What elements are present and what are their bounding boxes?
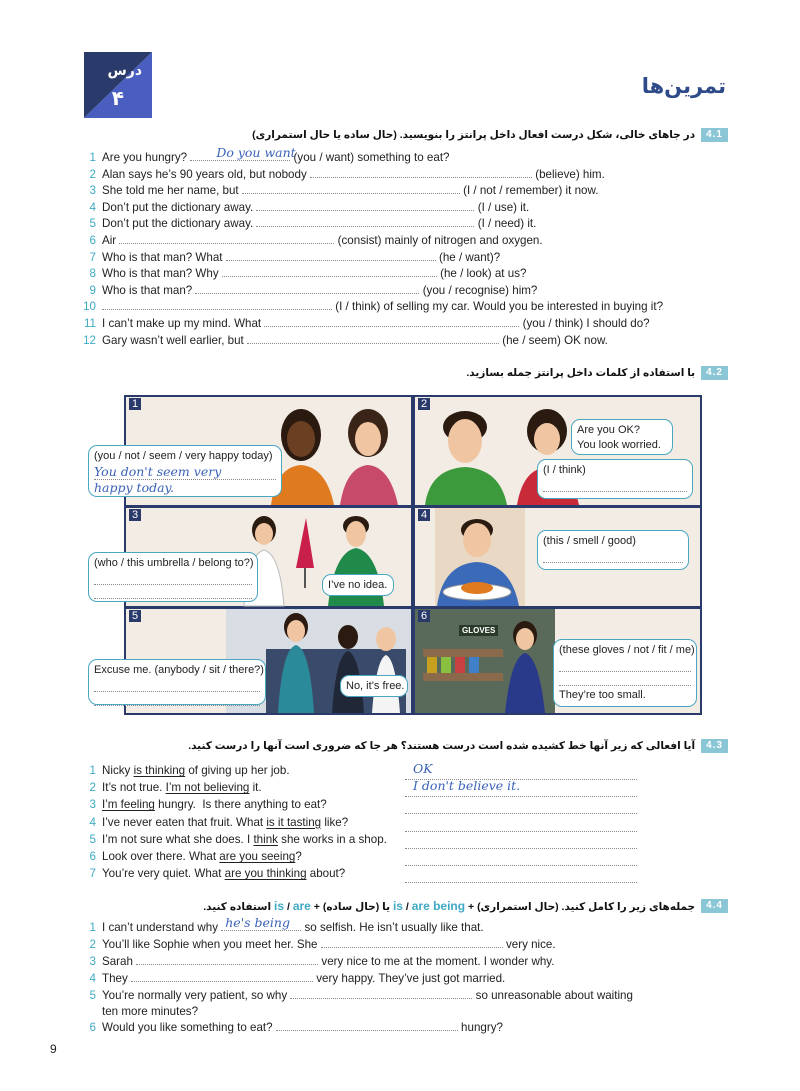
speech-bubble [537,530,689,570]
item-text: Gary wasn’t well earlier, but [102,333,244,347]
item-text: (I / use) it. [477,200,530,214]
instruction-part: یا (حال ساده) + [313,901,391,913]
answer-blank[interactable] [190,145,296,161]
speech-text: You look worried. [577,439,661,451]
page-title: تمرین‌ها [641,75,726,98]
answer-blank[interactable] [222,266,437,277]
exercise-item [80,971,505,987]
speech-bubble [322,574,394,596]
item-number: 6 [89,1021,96,1034]
item-text: very nice. [505,938,556,951]
panel-5 [94,609,411,713]
answer-blank[interactable] [221,915,301,931]
item-text: (you / want) something to eat? [293,151,450,164]
item-text: she works in a shop. [277,832,387,846]
answer-blank[interactable] [276,1020,458,1031]
item-number: 5 [89,217,96,231]
exercise-item [80,815,348,831]
section-4-3-header [188,739,728,753]
section-instruction: در جاهای خالی، شکل درست افعال داخل پرانتز را بنویسید. (حال ساده یا حال استمراری) [252,129,696,141]
answer-blank[interactable] [290,988,472,999]
item-text: so selfish. He isn’t usually like that. [304,921,484,934]
item-text: (he / want)? [438,250,501,264]
panel-3 [94,508,411,606]
item-text: (believe) him. [535,167,605,181]
item-text: so unreasonable about waiting [475,989,633,1002]
item-text: (I / think) of selling my car. Would you be interested in buying it? [335,300,664,314]
speech-text: Are you OK? [577,424,640,436]
item-text: You’ll like Sophie when you meet her. She [102,938,318,951]
panel-number: 5 [129,610,141,622]
keyword-are-being: are being [411,899,466,913]
item-text: Don’t put the dictionary away. [102,217,254,231]
underlined-verb: is it tasting [266,815,322,829]
panel-prompt: (who / this umbrella / belong to?) [94,557,254,569]
section-badge: 4.1 [701,128,728,142]
panel-number: 4 [418,509,430,521]
item-number: 2 [89,938,96,951]
answer-line[interactable] [94,678,260,692]
answer-line[interactable] [405,849,637,866]
section-badge: 4.4 [701,899,728,913]
item-number: 2 [89,781,96,795]
separator: / [405,901,409,913]
item-text: hungry? [461,1021,503,1034]
answer-line[interactable] [543,549,683,563]
answer-line[interactable] [94,571,252,585]
item-number: 11 [83,317,96,330]
handwritten-answer: You don't seem very [94,464,276,480]
speech-bubble [553,639,697,707]
item-text: You’re normally very patient, so why [102,989,288,1002]
section-badge: 4.2 [701,366,728,380]
item-text: (he / look) at us? [440,267,527,281]
panel-prompt: (these gloves / not / fit / me) [559,644,695,656]
answer-blank[interactable] [256,216,474,227]
exercise-item [80,216,536,232]
answer-line[interactable] [405,866,637,883]
answer-blank[interactable] [119,233,334,244]
exercise-item [80,780,262,796]
item-number: 1 [89,151,96,164]
exercise-item [80,250,500,266]
item-text: (you / recognise) him? [422,283,538,297]
item-text: (I / not / remember) it now. [463,184,599,198]
gloves-sign: GLOVES [459,625,498,636]
item-text: very nice to me at the moment. I wonder why. [321,955,555,968]
item-number: 7 [89,250,96,264]
item-text: Don’t put the dictionary away. [102,200,254,214]
section-instruction [203,899,695,913]
underlined-verb: I’m not believing [165,781,250,795]
speech-bubble [537,459,693,499]
item-number: 9 [89,283,96,297]
exercise-item [80,266,526,282]
answer-blank[interactable] [321,937,503,948]
exercise-item [80,145,450,166]
item-text: Would you like something to eat? [102,1021,273,1034]
exercise-item [80,797,327,813]
man-eating-illustration [415,508,555,606]
item-text: I can’t understand why [102,921,219,934]
item-text: Who is that man? [102,283,193,297]
answer-line[interactable] [559,658,691,672]
answer-line[interactable] [405,797,637,814]
item-text: Are you hungry? [102,151,188,164]
answer-blank[interactable] [102,299,332,310]
answer-line[interactable] [405,780,637,797]
handwritten-answer: Do you want [216,145,296,160]
item-text: Sarah [102,955,133,968]
item-text: (consist) mainly of nitrogen and oxygen. [337,234,543,247]
exercise-item [80,200,529,216]
section-instruction: با استفاده از کلمات داخل پرانتز جمله بسازید. [466,367,696,379]
answer-line[interactable] [543,478,687,492]
speech-bubble [88,659,266,705]
item-number: 12 [83,333,96,347]
answer-blank[interactable] [242,183,460,194]
item-text: Nicky [102,764,134,777]
exercise-item [80,1020,503,1036]
underlined-verb: I’m feeling [102,798,155,812]
panel-number: 1 [129,398,141,410]
speech-text: No, it’s free. [346,680,405,692]
separator: / [286,901,290,913]
item-text: Alan says he’s 90 years old, but nobody [102,167,307,181]
exercise-item [80,233,543,249]
underlined-verb: is thinking [133,764,186,777]
handwritten-answer: I don't believe it. [413,778,521,794]
exercise-item [80,333,608,349]
lesson-word: درس [107,62,142,78]
panel-prompt: Excuse me. (anybody / sit / there?) [94,664,264,676]
item-number: 4 [89,815,96,829]
answer-line[interactable] [405,832,637,849]
exercise-item [80,299,663,315]
handwritten-answer: OK [413,761,433,776]
section-instruction: آیا افعالی که زیر آنها خط کشیده شده است درست هستند؟ هر جا که ضروری است آنها را درست کنید. [188,740,696,752]
panel-prompt: (this / smell / good) [543,535,636,547]
handwritten-answer: happy today. [94,480,174,495]
underlined-verb: think [253,832,278,846]
item-number: 3 [89,955,96,968]
item-number: 1 [89,764,96,777]
speech-bubble [571,419,673,455]
exercise-item [80,954,554,970]
section-4-4-header [203,899,728,913]
exercise-item [80,832,387,848]
item-text: ? [295,850,302,863]
underlined-verb: are you seeing [219,850,296,863]
item-number: 10 [83,300,96,314]
exercise-item [80,763,290,779]
item-text: (I / need) it. [477,217,537,231]
underlined-verb: are you thinking [224,867,307,881]
item-text: ten more minutes? [102,1005,199,1018]
answer-line[interactable] [94,585,252,599]
panel-prompt: (you / not / seem / very happy today) [94,450,273,462]
item-text: I’m not sure what she does. I [102,832,254,846]
answer-blank[interactable] [136,954,318,965]
item-text: They [102,972,128,985]
exercise-item [80,316,650,332]
page-number: 9 [50,1042,57,1056]
handwritten-answer: he's being [225,915,290,930]
item-text: it. [249,781,262,795]
answer-line[interactable] [405,815,637,832]
item-number: 6 [89,234,96,247]
answer-blank[interactable] [310,167,532,178]
item-number: 4 [89,200,96,214]
speech-bubble [88,552,258,602]
answer-blank[interactable] [195,283,419,294]
item-number: 3 [89,798,96,812]
lesson-badge [84,52,152,118]
item-text: (you / think) I should do? [522,317,650,330]
item-text: about? [306,867,346,881]
item-number: 5 [89,989,96,1002]
item-number: 6 [89,850,96,863]
item-number: 1 [89,921,96,934]
item-text: (he / seem) OK now. [502,333,608,347]
speech-text: They’re too small. [559,689,646,701]
item-number: 7 [89,867,96,881]
section-badge: 4.3 [701,739,728,753]
answer-line[interactable] [94,692,260,706]
panel-number: 2 [418,398,430,410]
answer-blank[interactable] [131,971,313,982]
section-4-1-header [252,128,728,142]
item-text: She told me her name, but [102,184,239,198]
answer-blank[interactable] [256,200,474,211]
exercise-item [80,167,605,183]
speech-bubble [340,675,408,697]
answer-blank[interactable] [226,250,436,261]
item-text: like? [321,815,349,829]
answer-blank[interactable] [247,333,499,344]
exercise-item [80,283,537,299]
exercise-item [80,183,598,199]
item-text: very happy. They’ve just got married. [316,972,506,985]
instruction-part: جمله‌های زیر را کامل کنید. (حال استمراری) + [468,901,696,913]
exercise-item [80,988,633,1004]
picture-grid [94,395,702,715]
keyword-is: is [274,899,285,913]
item-text: Air [102,234,117,247]
item-text: Look over there. What [102,850,220,863]
exercise-item-continued [102,1004,198,1020]
speech-bubble [88,445,282,497]
item-text: Who is that man? Why [102,267,219,281]
section-4-2-header [466,366,728,380]
keyword-are: are [292,899,311,913]
exercise-item [80,849,302,865]
item-text: hungry. Is there anything to eat? [154,798,327,812]
item-number: 5 [89,832,96,846]
panel-6 [415,609,700,713]
lesson-number: ۴ [111,88,124,110]
keyword-is: is [392,899,403,913]
panel-number: 6 [418,610,430,622]
panel-number: 3 [129,509,141,521]
item-text: It’s not true. [102,781,166,795]
panel-prompt: (I / think) [543,464,586,476]
answer-blank[interactable] [264,316,519,327]
item-number: 8 [89,267,96,281]
panel-2 [415,397,700,505]
exercise-item [80,866,345,882]
instruction-part: استفاده کنید. [203,901,272,913]
item-text: of giving up her job. [185,764,290,777]
speech-text: I’ve no idea. [328,579,388,591]
panel-4 [415,508,700,606]
item-text: You’re very quiet. What [102,867,225,881]
exercise-item [80,937,556,953]
item-text: I can’t make up my mind. What [102,317,262,330]
item-number: 2 [89,167,96,181]
answer-line[interactable] [559,672,691,686]
item-text: Who is that man? What [102,250,223,264]
panel-1 [94,397,411,505]
exercise-item [80,915,484,936]
item-number: 3 [89,184,96,198]
item-number: 4 [89,972,96,985]
item-text: I’ve never eaten that fruit. What [102,815,267,829]
